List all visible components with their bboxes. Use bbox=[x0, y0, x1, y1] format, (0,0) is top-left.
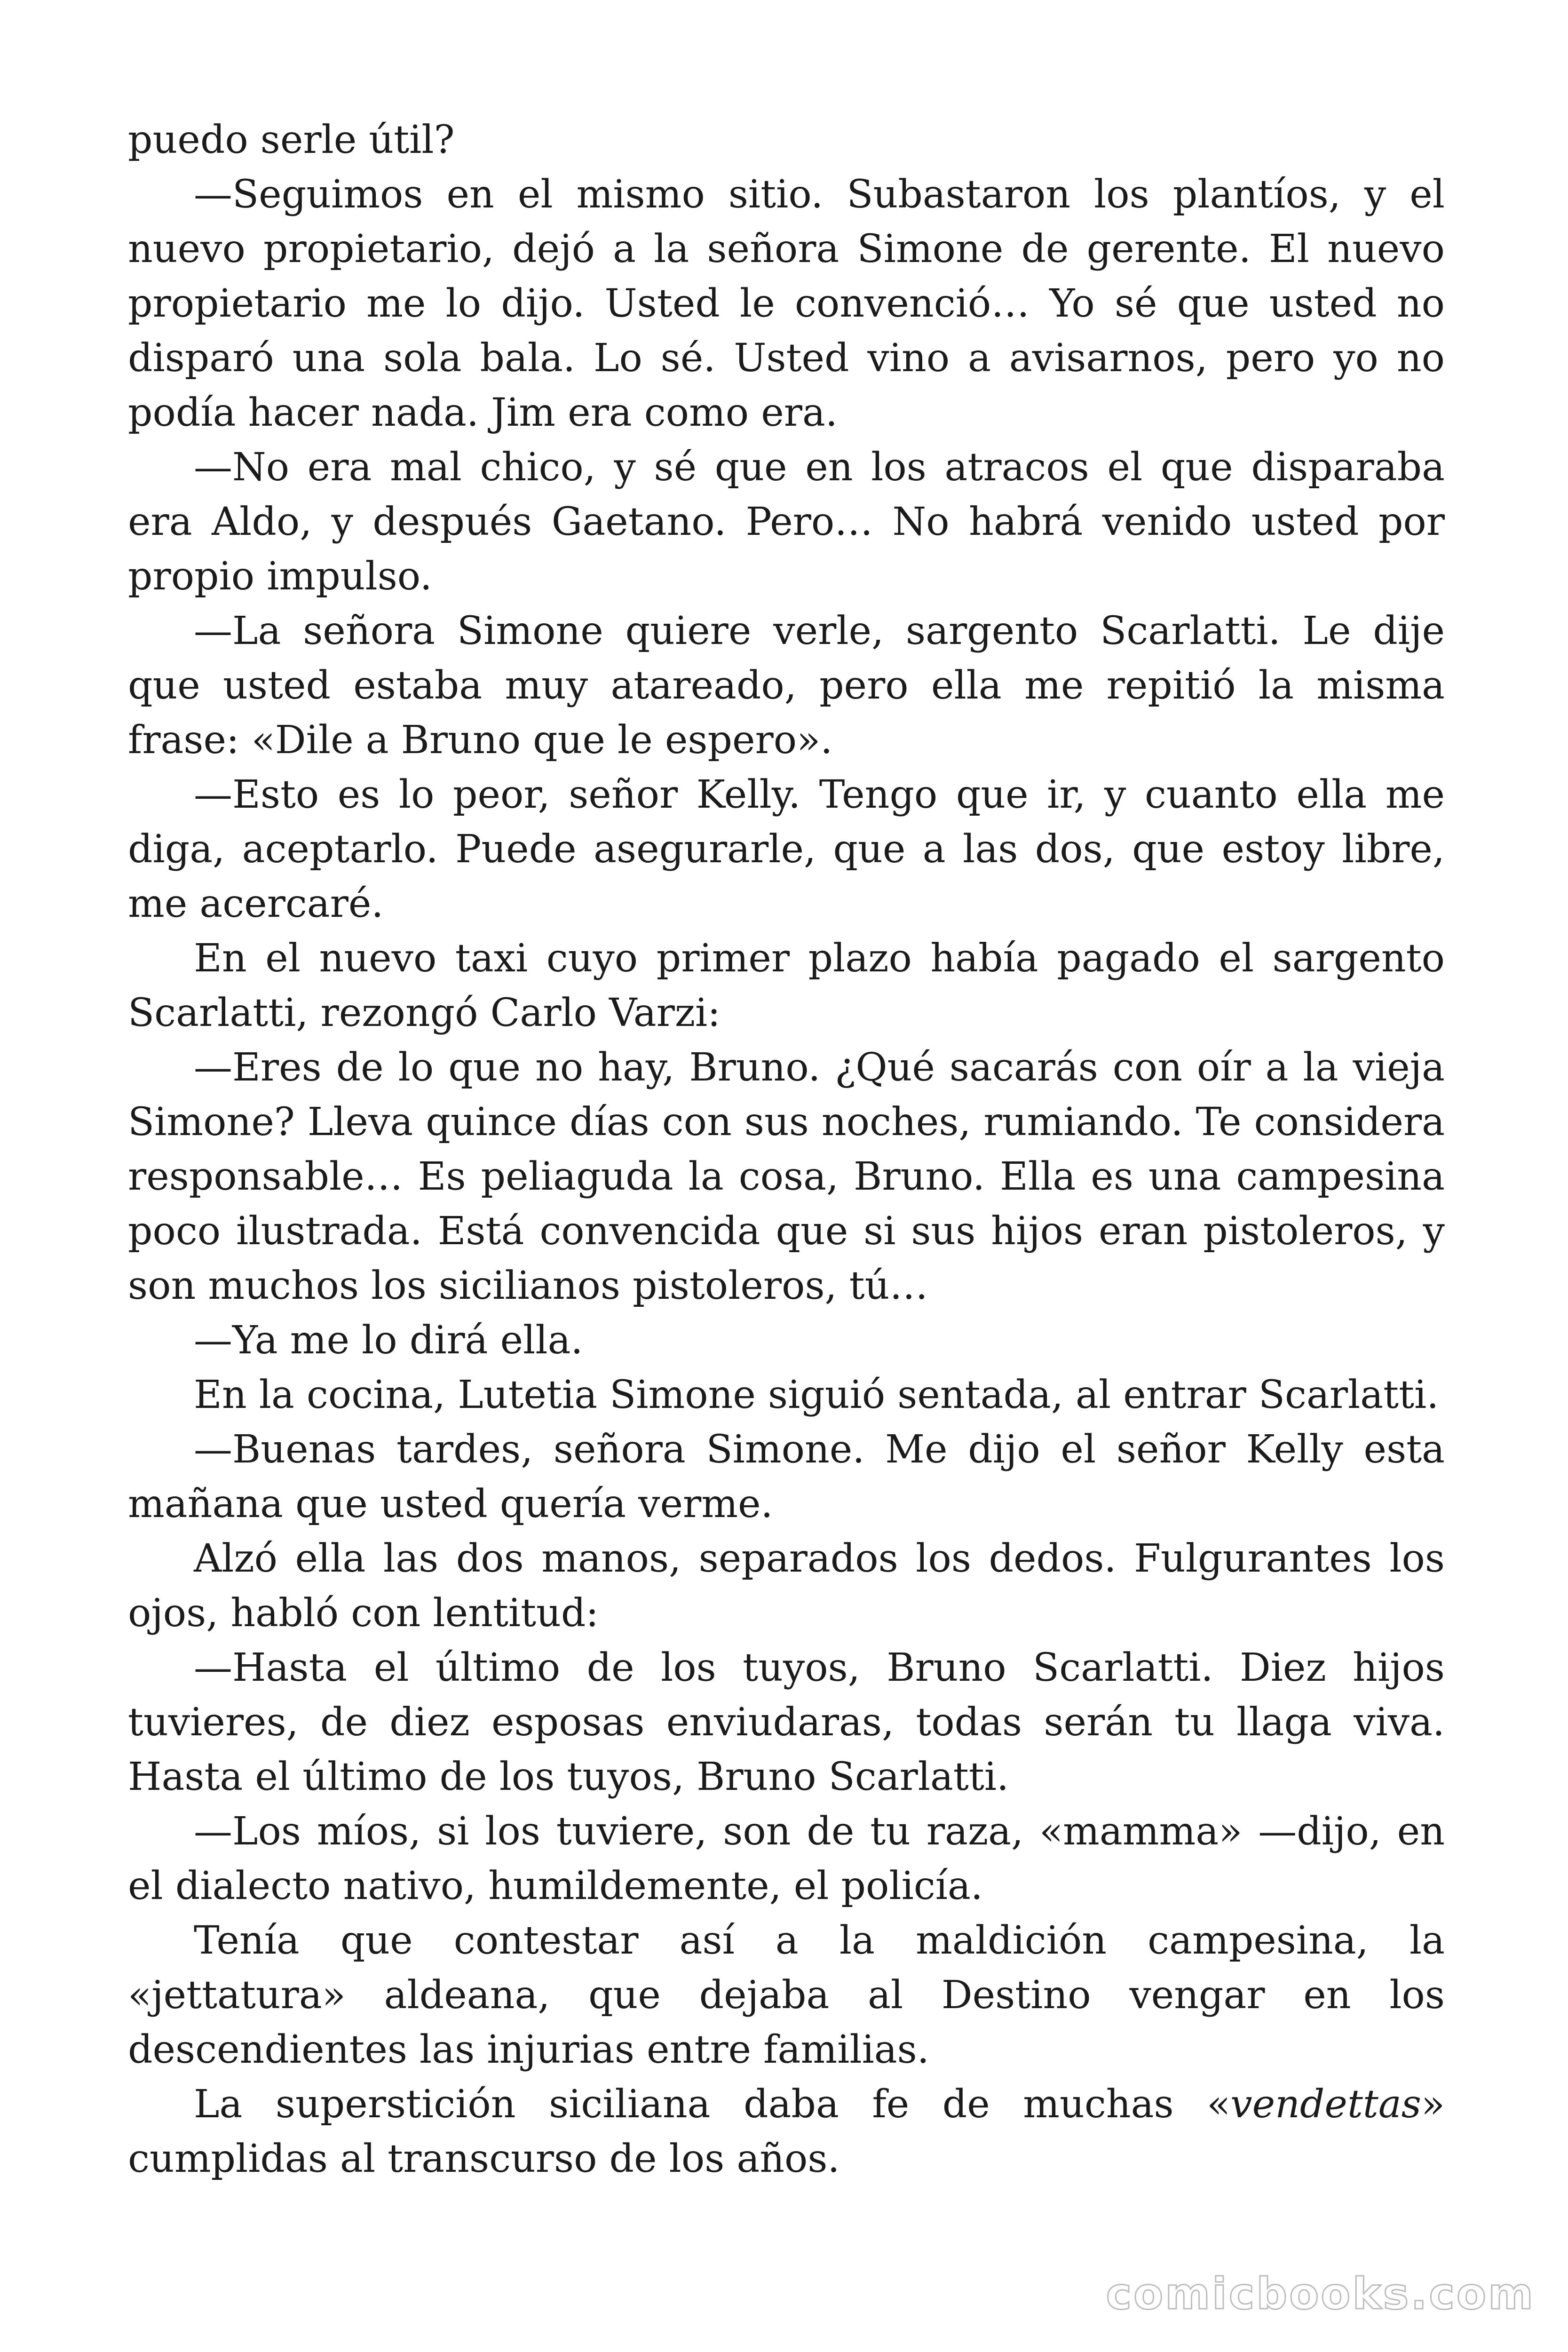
paragraph: puedo serle útil? bbox=[128, 118, 455, 162]
paragraph: —Seguimos en el mismo sitio. Subastaron los plantíos, y el nuevo propietario, dejó a la señora Simone de gerente. El nuevo propietario me lo dijo. Usted le convenció… Yo sé que usted no disparó una sola bala. Lo sé. Usted vino a avisarnos, pero yo no podía hacer nada. Jim era como era. bbox=[128, 172, 1445, 435]
paragraph: —Hasta el último de los tuyos, Bruno Scarlatti. Diez hijos tuvieres, de diez esposas enviudaras, todas serán tu llaga viva. Hasta el último de los tuyos, Bruno Scarlatti. bbox=[128, 1645, 1445, 1799]
paragraph: —Eres de lo que no hay, Bruno. ¿Qué sacarás con oír a la vieja Simone? Lleva quince días con sus noches, rumiando. Te considera responsable… Es peliaguda la cosa, Bruno. Ella es una campesina poco ilustrada. Está convencida que si sus hijos eran pistoleros, y son muchos los sicilianos pistoleros, tú… bbox=[128, 1045, 1445, 1308]
paragraph: —Los míos, si los tuviere, son de tu raza, «mamma» —dijo, en el dialecto nativo, humildemente, el policía. bbox=[128, 1809, 1445, 1908]
paragraph: En la cocina, Lutetia Simone siguió sentada, al entrar Scarlatti. bbox=[194, 1373, 1439, 1417]
book-page-body bbox=[128, 113, 1445, 2186]
last-paragraph-text-after: » cumplidas al transcurso de los años. bbox=[128, 2082, 1445, 2181]
italic-term-vendettas: vendettas bbox=[1230, 2082, 1421, 2127]
paragraph: En el nuevo taxi cuyo primer plazo había pagado el sargento Scarlatti, rezongó Carlo Varzi: bbox=[128, 936, 1445, 1035]
paragraph: Alzó ella las dos manos, separados los dedos. Fulgurantes los ojos, habló con lentitud: bbox=[128, 1536, 1445, 1636]
paragraph: —La señora Simone quiere verle, sargento Scarlatti. Le dije que usted estaba muy atareado, pero ella me repitió la misma frase: «Dile a Bruno que le espero». bbox=[128, 609, 1445, 763]
watermark-logo: comicbooks.com bbox=[1106, 2269, 1535, 2319]
paragraph: —Buenas tardes, señora Simone. Me dijo el señor Kelly esta mañana que usted quería verme. bbox=[128, 1427, 1445, 1526]
last-paragraph bbox=[128, 2077, 1445, 2186]
last-paragraph-text-before: La superstición siciliana daba fe de muchas « bbox=[194, 2082, 1231, 2127]
paragraph: —Esto es lo peor, señor Kelly. Tengo que ir, y cuanto ella me diga, aceptarlo. Puede asegurarle, que a las dos, que estoy libre, me acercaré. bbox=[128, 772, 1445, 926]
paragraph: —Ya me lo dirá ella. bbox=[194, 1318, 583, 1363]
paragraph: Tenía que contestar así a la maldición campesina, la «jettatura» aldeana, que dejaba al Destino vengar en los descendientes las injurias entre familias. bbox=[128, 1918, 1445, 2072]
paragraph: —No era mal chico, y sé que en los atracos el que disparaba era Aldo, y después Gaetano. Pero… No habrá venido usted por propio impulso. bbox=[128, 445, 1445, 599]
